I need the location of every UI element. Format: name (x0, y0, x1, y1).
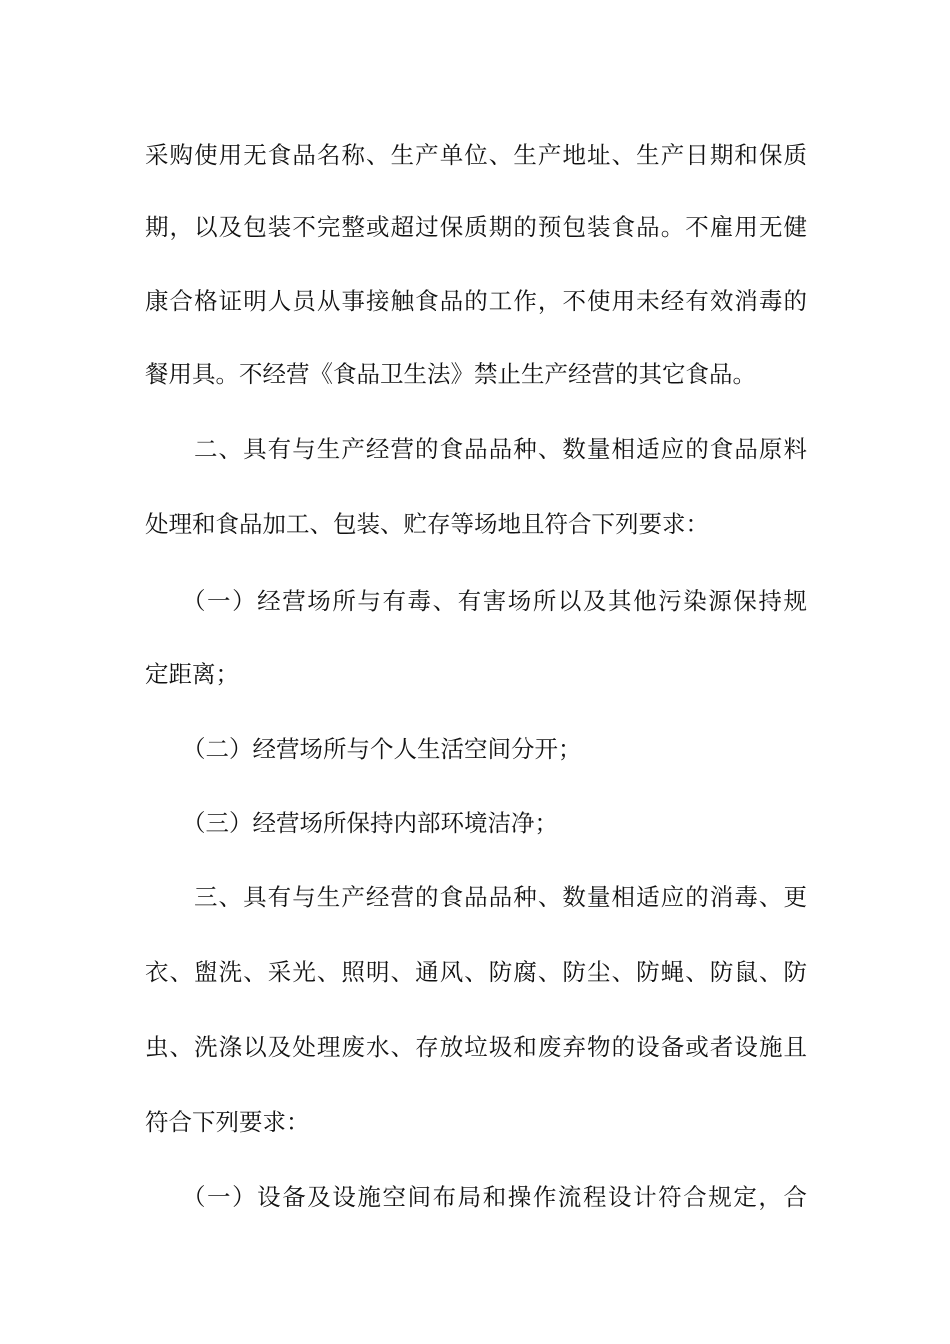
text-line-13: 虫、洗涤以及处理废水、存放垃圾和废弃物的设备或者设施且 (145, 1033, 807, 1061)
text-line-1: 采购使用无食品名称、生产单位、生产地址、生产日期和保质 (145, 141, 807, 169)
text-line-14: 符合下列要求： (145, 1108, 310, 1136)
text-line-3: 康合格证明人员从事接触食品的工作，不使用未经有效消毒的 (145, 287, 807, 315)
text-line-12: 衣、盥洗、采光、照明、通风、防腐、防尘、防蝇、防鼠、防 (145, 958, 807, 986)
text-line-10: （三）经营场所保持内部环境洁净； (182, 809, 558, 837)
text-line-7: （一）经营场所与有毒、有害场所以及其他污染源保持规 (182, 587, 807, 615)
text-line-15: （一）设备及设施空间布局和操作流程设计符合规定，合 (182, 1183, 807, 1211)
text-line-8: 定距离； (145, 660, 239, 688)
text-line-2: 期，以及包装不完整或超过保质期的预包装食品。不雇用无健 (145, 213, 807, 241)
text-line-4: 餐用具。不经营《食品卫生法》禁止生产经营的其它食品。 (145, 360, 756, 388)
text-line-5: 二、具有与生产经营的食品品种、数量相适应的食品原料 (194, 435, 807, 463)
text-line-6: 处理和食品加工、包装、贮存等场地且符合下列要求： (145, 510, 709, 538)
text-line-11: 三、具有与生产经营的食品品种、数量相适应的消毒、更 (194, 883, 807, 911)
text-line-9: （二）经营场所与个人生活空间分开； (182, 735, 582, 763)
